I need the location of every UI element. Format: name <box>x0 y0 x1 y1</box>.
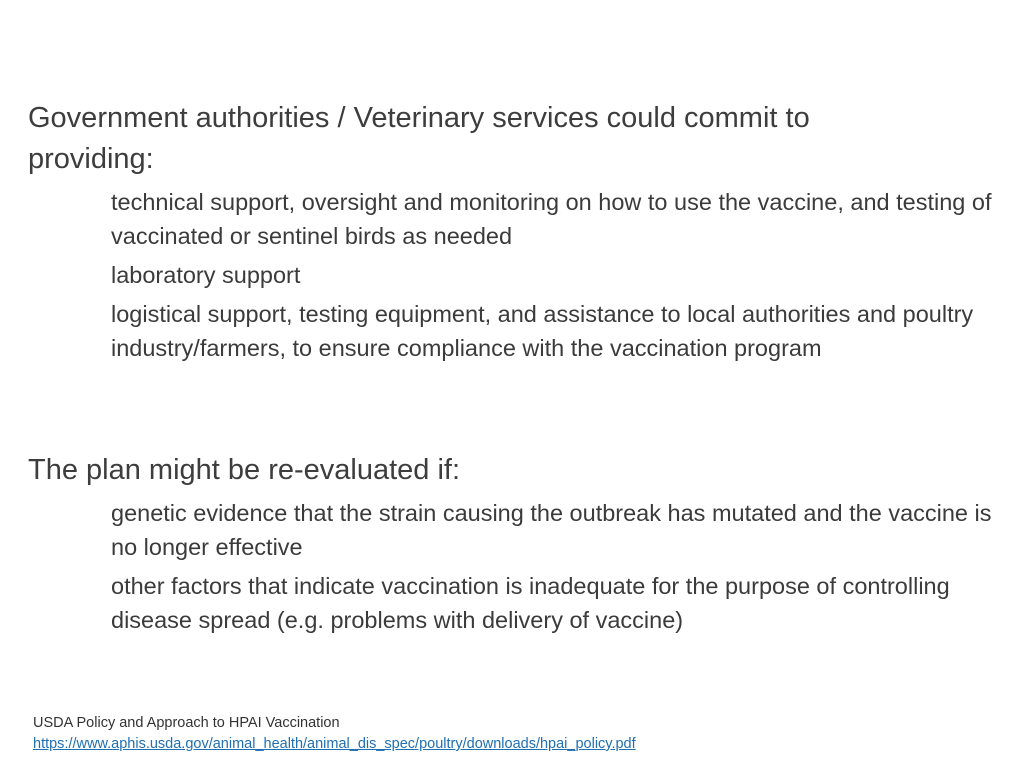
section-heading-reevaluation: The plan might be re-evaluated if: <box>28 454 461 486</box>
section-heading-commitments: Government authorities / Veterinary services could commit to providing: <box>28 102 810 175</box>
list-item: other factors that indicate vaccination is inadequate for the purpose of controlling disease spread (e.g. problems with delivery of vaccine) <box>111 573 950 633</box>
source-link[interactable]: https://www.aphis.usda.gov/animal_health/animal_dis_spec/poultry/downloads/hpai_policy.pdf <box>33 736 636 752</box>
list-item: genetic evidence that the strain causing the outbreak has mutated and the vaccine is no longer effective <box>111 500 992 560</box>
list-item: logistical support, testing equipment, and assistance to local authorities and poultry industry/farmers, to ensure compliance with the vaccination program <box>111 301 974 361</box>
list-item: technical support, oversight and monitoring on how to use the vaccine, and testing of vaccinated or sentinel birds as needed <box>111 189 992 249</box>
list-item: laboratory support <box>111 262 301 288</box>
reevaluation-list <box>111 496 1011 642</box>
source-title: USDA Policy and Approach to HPAI Vaccination <box>33 715 340 731</box>
commitments-list <box>111 185 1011 370</box>
